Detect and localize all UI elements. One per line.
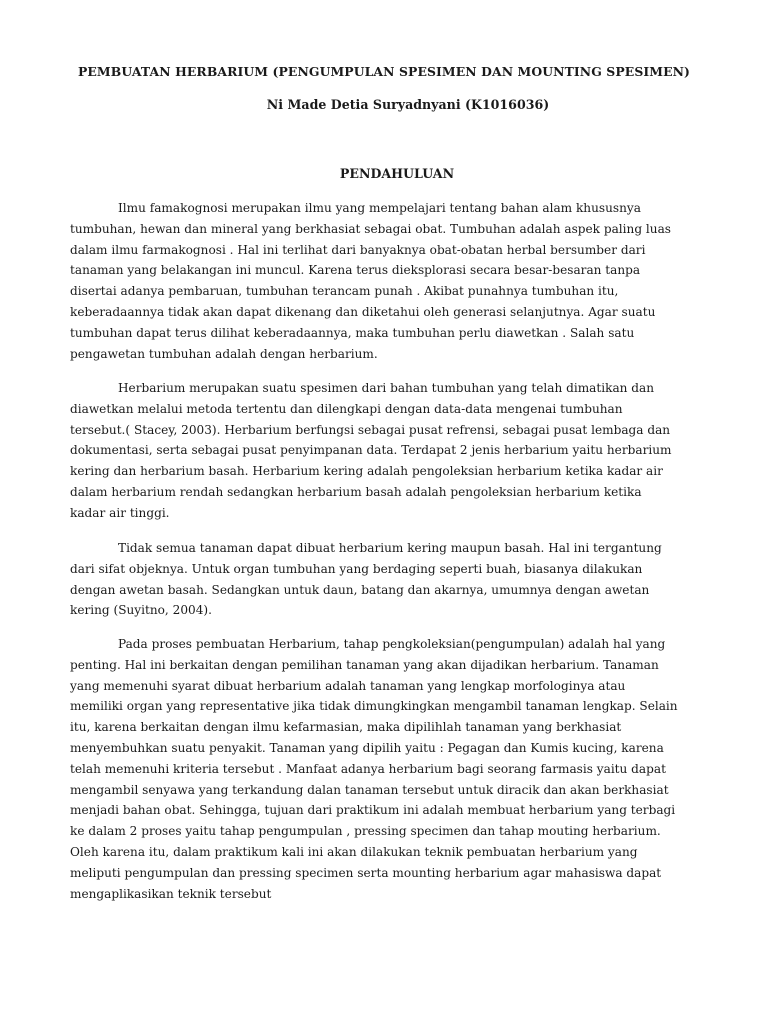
text-line: dokumentasi, serta sebagai pusat penyimpanan data. Terdapat 2 jenis herbarium yaitu herbarium [70,443,672,458]
text-line: mengaplikasikan teknik tersebut [70,886,272,901]
text-line: keberadaannya tidak akan dapat dikenang dan diketahui oleh generasi selanjutnya. Agar suatu [70,304,656,319]
text-line: mengambil senyawa yang terkandung dalan tanaman tersebut untuk diracik dan akan berkhasiat [70,782,669,797]
text-line: telah memenuhi kriteria tersebut . Manfaat adanya herbarium bagi seorang farmasis yaitu dapat [70,761,666,776]
text-line: Ilmu famakognosi merupakan ilmu yang mempelajari tentang bahan alam khususnya [118,201,641,215]
paragraph-2 [70,378,710,524]
text-line: kadar air tinggi. [70,505,170,520]
text-line: penting. Hal ini berkaitan dengan pemilihan tanaman yang akan dijadikan herbarium. Tanaman [70,657,659,672]
text-line: tumbuhan dapat terus dilihat keberadaannya, maka tumbuhan perlu diawetkan . Salah satu [70,325,635,340]
document-title: PEMBUATAN HERBARIUM (PENGUMPULAN SPESIMEN DAN MOUNTING SPESIMEN) [77,64,691,79]
text-line: itu, karena berkaitan dengan ilmu kefarmasian, maka dipilihlah tanaman yang berkhasiat [70,720,622,735]
text-line: diawetkan melalui metoda tertentu dan dilengkapi dengan data-data mengenai tumbuhan [70,401,623,416]
text-line: memiliki organ yang representative jika tidak dimungkingkan mengambil tanaman lengkap. Selain [70,699,678,714]
text-line: dengan awetan basah. Sedangkan untuk daun, batang dan akarnya, umumnya dengan awetan [70,582,650,597]
text-line: tumbuhan, hewan dan mineral yang berkhasiat sebagai obat. Tumbuhan adalah aspek paling luas [70,221,671,236]
text-line: Herbarium merupakan suatu spesimen dari bahan tumbuhan yang telah dimatikan dan [118,381,655,395]
text-line: Oleh karena itu, dalam praktikum kali ini akan dilakukan teknik pembuatan herbarium yang [70,844,638,859]
section-heading: PENDAHULUAN [339,166,455,181]
text-line: dari sifat objeknya. Untuk organ tumbuhan yang berdaging seperti buah, biasanya dilakukan [70,561,643,576]
text-line: kering (Suyitno, 2004). [70,603,212,618]
text-line: tanaman yang belakangan ini muncul. Karena terus dieksplorasi secara besar-besaran tanpa [70,263,641,278]
text-line: Pada proses pembuatan Herbarium, tahap pengkoleksian(pengumpulan) adalah hal yang [118,637,666,651]
text-line: yang memenuhi syarat dibuat herbarium adalah tanaman yang lengkap morfologinya atau [70,678,626,693]
paragraph-1 [70,198,710,364]
text-line: dalam herbarium rendah sedangkan herbarium basah adalah pengoleksian herbarium ketika [70,484,642,499]
text-line: Tidak semua tanaman dapat dibuat herbarium kering maupun basah. Hal ini tergantung [118,541,662,555]
text-line: dalam ilmu farmakognosi . Hal ini terlihat dari banyaknya obat-obatan herbal bersumber dari [70,242,646,257]
author-line: Ni Made Detia Suryadnyani (K1016036) [266,97,550,112]
text-line: menjadi bahan obat. Sehingga, tujuan dari praktikum ini adalah membuat herbarium yang terbagi [70,803,676,818]
paragraph-4 [70,634,710,904]
text-line: menyembuhkan suatu penyakit. Tanaman yang dipilih yaitu : Pegagan dan Kumis kucing, karena [70,740,664,755]
text-line: ke dalam 2 proses yaitu tahap pengumpulan , pressing specimen dan tahap mouting herbarium. [70,824,661,839]
text-line: disertai adanya pembaruan, tumbuhan terancam punah . Akibat punahnya tumbuhan itu, [70,284,619,299]
text-line: meliputi pengumpulan dan pressing specimen serta mounting herbarium agar mahasiswa dapat [70,865,662,880]
text-line: tersebut.( Stacey, 2003). Herbarium berfungsi sebagai pusat refrensi, sebagai pusat lembaga dan [70,422,671,437]
paragraph-3 [70,538,710,621]
text-line: kering dan herbarium basah. Herbarium kering adalah pengoleksian herbarium ketika kadar air [70,464,663,479]
text-line: pengawetan tumbuhan adalah dengan herbarium. [70,346,378,361]
